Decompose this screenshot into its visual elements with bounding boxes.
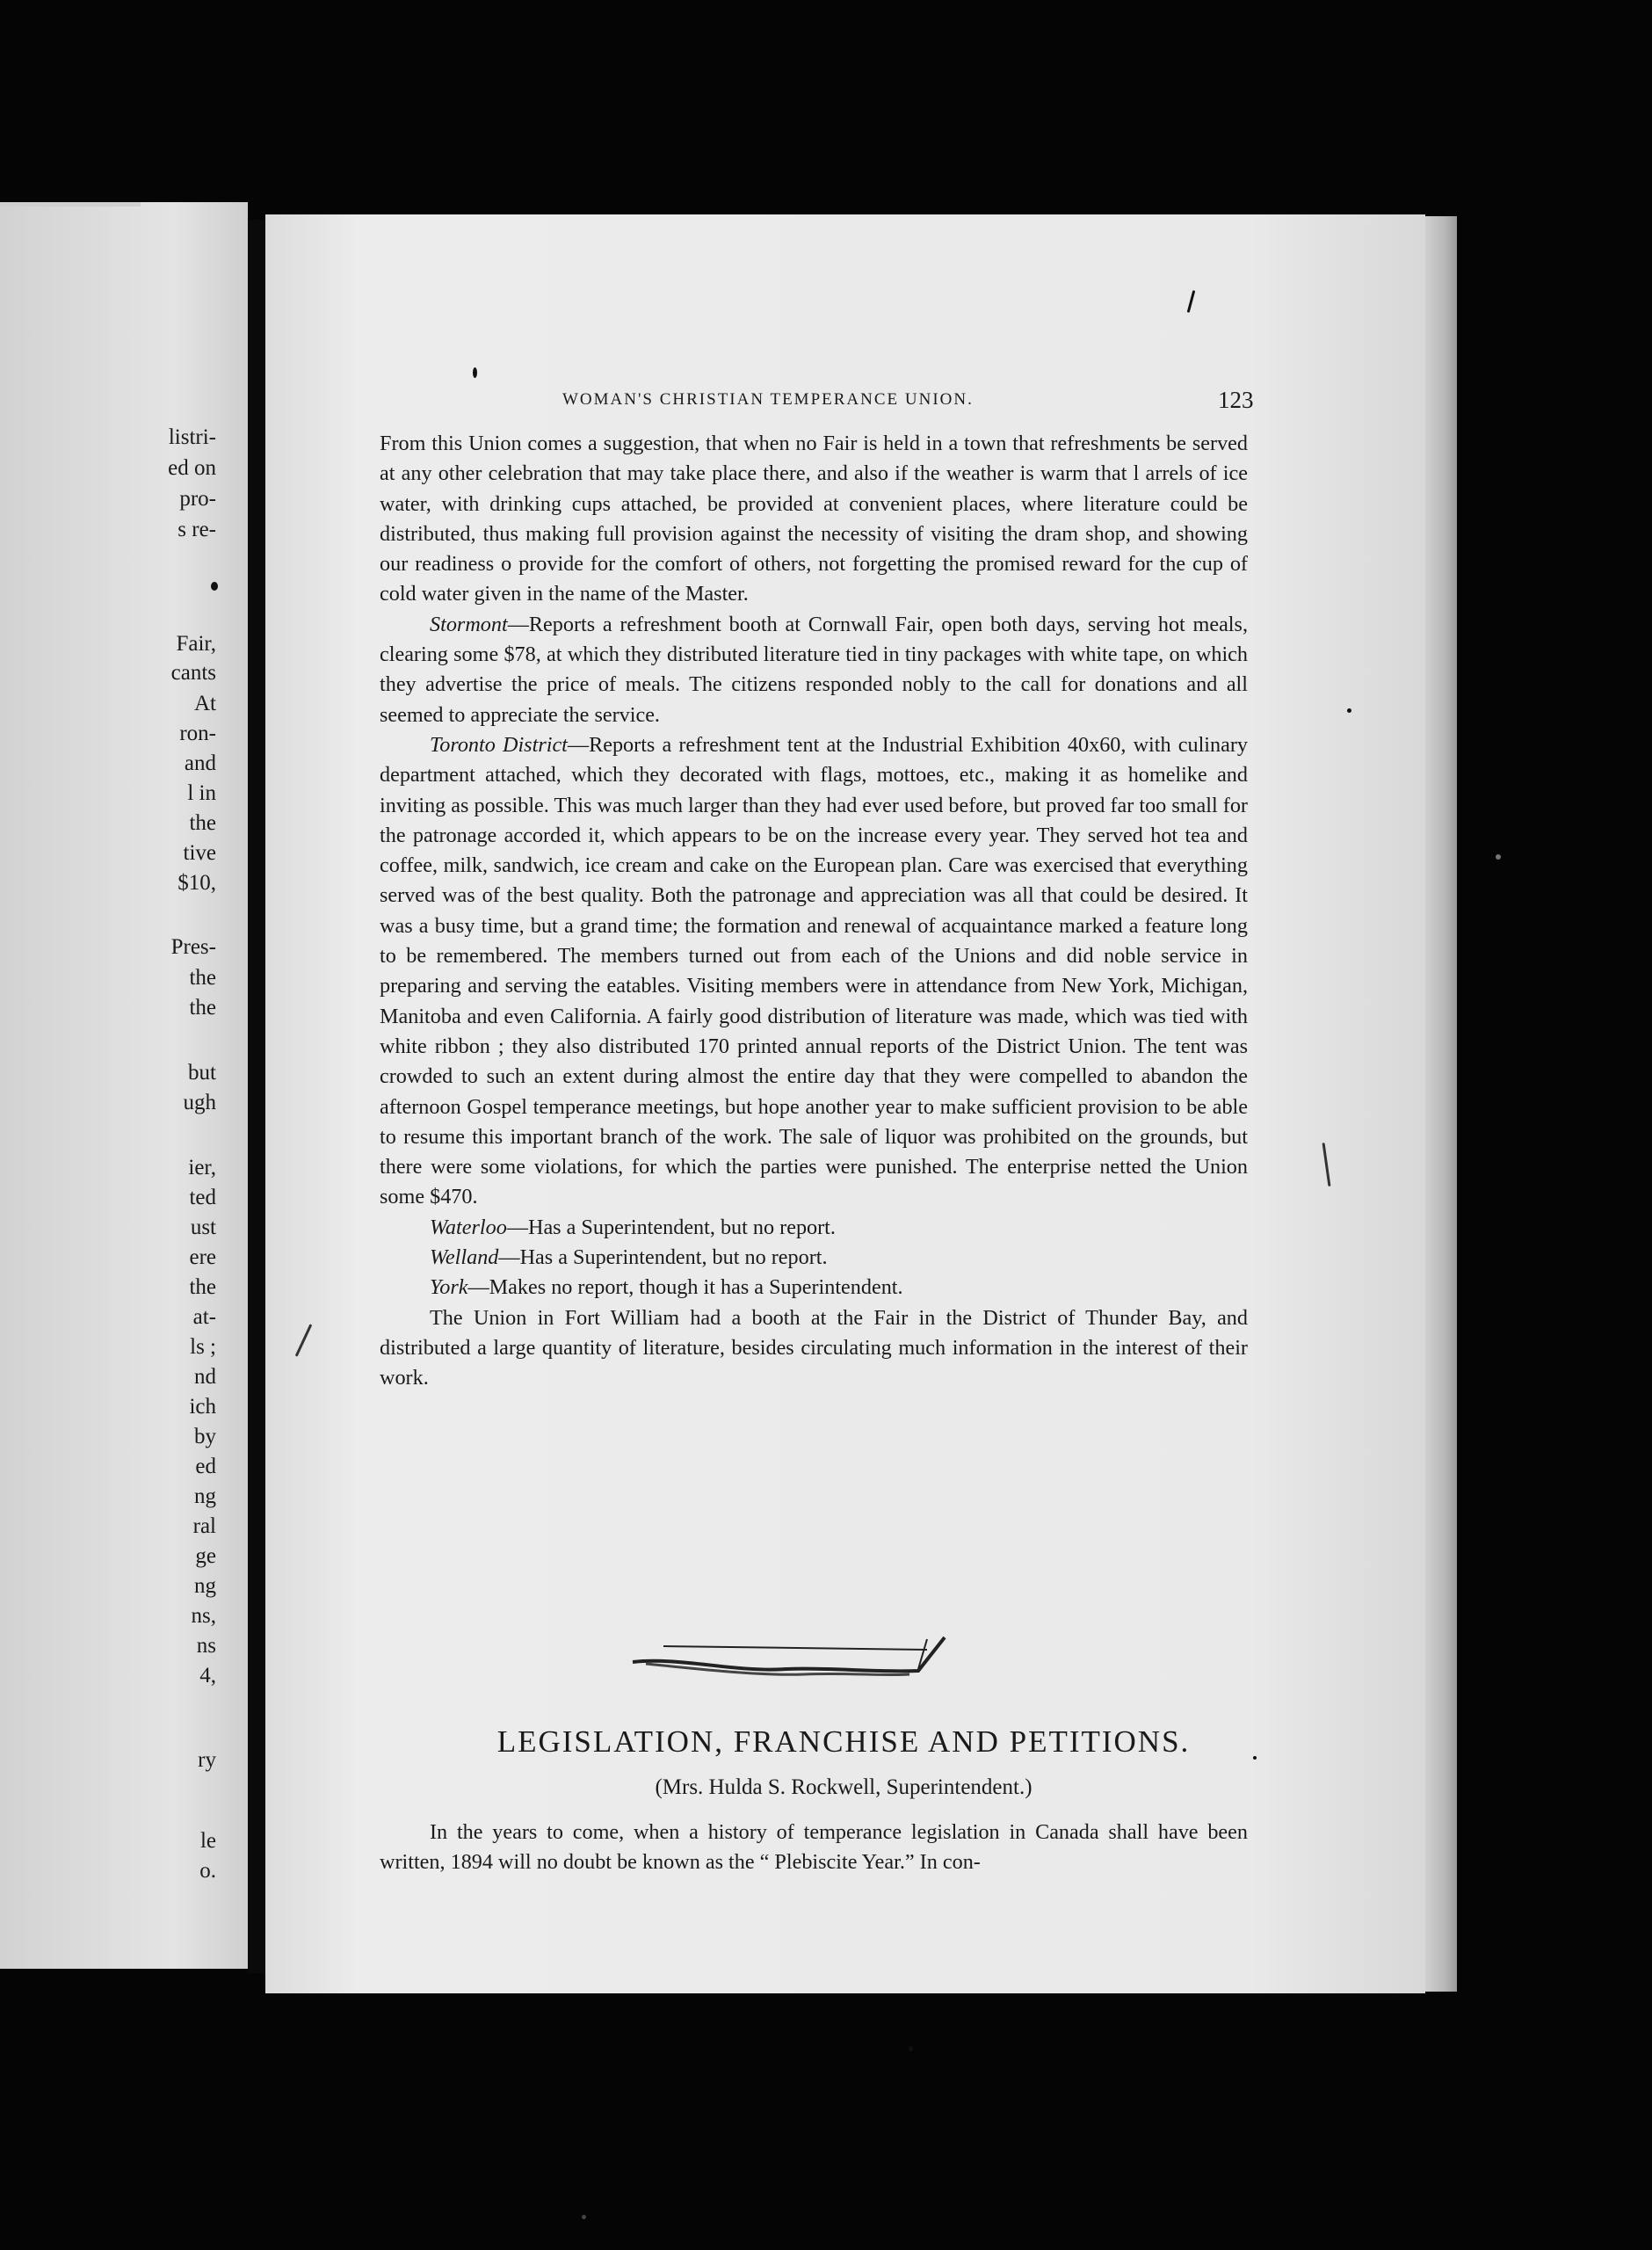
left-page-fragment: 4, — [199, 1664, 216, 1688]
left-page-fragment: o. — [199, 1859, 216, 1883]
paragraph-york — [380, 1273, 1248, 1303]
ink-speck — [909, 2046, 913, 2051]
paragraph-toronto — [380, 730, 1248, 1213]
left-page-fragment: ls ; — [190, 1335, 216, 1359]
section-byline: (Mrs. Hulda S. Rockwell, Superintendent.) — [655, 1775, 1032, 1799]
paragraph-welland — [380, 1243, 1248, 1273]
left-page-fragment: pro- — [179, 487, 216, 511]
left-facing-page — [0, 202, 248, 1969]
left-page-fragment: $10, — [178, 871, 216, 895]
paragraph-waterloo — [380, 1213, 1248, 1243]
left-page-fragment: le — [199, 1829, 216, 1853]
ink-speck — [473, 367, 477, 378]
left-page-fragment: ust — [190, 1216, 216, 1239]
body-text — [380, 429, 1248, 1394]
left-page-fragment: the — [189, 811, 216, 835]
left-page-fragment: the — [189, 996, 216, 1020]
paragraph-stormont — [380, 610, 1248, 730]
page-number: 123 — [1218, 387, 1254, 413]
union-name-waterloo: Waterloo — [430, 1215, 507, 1239]
york-report: —Makes no report, though it has a Superintendent. — [467, 1275, 903, 1300]
left-page-fragment: ng — [194, 1484, 216, 1508]
left-page-fragment: ns, — [191, 1604, 216, 1628]
left-page-edge — [0, 202, 141, 207]
section-divider-ornament — [628, 1630, 962, 1683]
left-page-fragment: ng — [194, 1574, 216, 1598]
left-page-fragment: ry — [198, 1748, 216, 1772]
left-page-fragment: ugh — [183, 1091, 216, 1114]
left-page-fragment: ral — [192, 1514, 216, 1538]
ink-speck — [211, 582, 218, 591]
left-page-fragment: ich — [189, 1395, 216, 1419]
union-name-welland: Welland — [430, 1245, 499, 1270]
left-page-fragment: listri- — [168, 425, 216, 449]
paragraph-fort-william: The Union in Fort William had a booth at the Fair in the District of Thunder Bay, and distributed a large quantity of literature, besides circulating much information in the interest of their work. — [380, 1305, 1248, 1390]
left-page-fragment: l in — [187, 781, 216, 805]
left-page-fragment: the — [189, 966, 216, 990]
left-page-fragment: ron- — [179, 722, 216, 745]
ink-speck — [1347, 708, 1351, 713]
left-page-fragment: Fair, — [176, 632, 216, 656]
left-page-fragment: ier, — [188, 1156, 216, 1179]
union-name-toronto: Toronto District — [430, 732, 568, 757]
left-page-fragment: the — [189, 1275, 216, 1299]
left-page-fragment: ed on — [168, 456, 216, 480]
left-page-fragment: At — [194, 692, 216, 715]
stormont-report: —Reports a refreshment booth at Cornwall Fair, open both days, serving hot meals, clearing some $78, at which they distributed literature tied in tiny packages with white tape, on which they advertise the price of meals. The citizens responded nobly to the call for donations and all seemed to appreciate the service. — [380, 612, 1248, 727]
ink-speck — [582, 2215, 586, 2219]
paragraph-suggestion: From this Union comes a suggestion, that when no Fair is held in a town that refreshments be served at any other celebration that may take place there, and also if the weather is warm that l arrels of ice water, with drinking cups attached, be provided at convenient places, where literature could be distributed, thus making full provision against the necessity of visiting the dram shop, and showing our readiness o provide for the comfort of others, not forgetting the promised reward for the cup of cold water given in the name of the Master. — [380, 432, 1248, 606]
left-page-fragment: cants — [170, 661, 216, 685]
left-page-fragment: s re- — [178, 518, 216, 541]
left-page-fragment: but — [188, 1061, 216, 1085]
left-page-fragment: ge — [195, 1544, 216, 1568]
union-name-york: York — [430, 1275, 468, 1300]
left-page-fragment: at- — [192, 1305, 216, 1329]
waterloo-report: —Has a Superintendent, but no report. — [506, 1215, 836, 1239]
left-page-fragment: Pres- — [170, 935, 216, 959]
left-page-fragment: ted — [189, 1186, 216, 1209]
left-page-fragment: ere — [189, 1245, 216, 1269]
left-page-fragment: by — [194, 1425, 216, 1448]
running-header: WOMAN'S CHRISTIAN TEMPERANCE UNION. — [562, 390, 974, 409]
section-heading: LEGISLATION, FRANCHISE AND PETITIONS. — [496, 1724, 1191, 1759]
book-gutter — [248, 220, 265, 1973]
welland-report: —Has a Superintendent, but no report. — [498, 1245, 828, 1270]
left-page-fragment: nd — [194, 1365, 216, 1389]
left-page-fragment: ns — [196, 1634, 216, 1658]
toronto-report: —Reports a refreshment tent at the Industrial Exhibition 40x60, with culinary department attached, which they decorated with flags, mottoes, etc., making it as homelike and inviting as possible. This was much larger than they had ever used before, but proved far too small for the patronage accorded it, which appears to be on the increase every year. They served hot tea and coffee, milk, sandwich, ice cream and cake on the European plan. Care was exercised that everything served was of the best quality. Both the patronage and appreciation was all that could be desired. It was a busy time, but a grand time; the formation and renewal of acquaintance marked a feature long to be remembered. The members turned out from each of the Unions and did noble service in preparing and serving the eatables. Visiting members were in attendance from New York, Michigan, Manitoba and even California. A fairly good distribution of literature was made, which was tied with white ribbon ; they also distributed 170 printed annual reports of the District Union. The tent was crowded to such an extent during almost the entire day that they were compelled to abandon the afternoon Gospel temperance meetings, but hope another year to make sufficient provision to be able to resume this important branch of the work. The sale of liquor was prohibited on the grounds, but there were some violations, for which the parties were punished. The enterprise netted the Union some $470. — [380, 732, 1248, 1209]
page-stack-edge — [1425, 216, 1457, 1992]
union-name-stormont: Stormont — [430, 612, 508, 636]
left-page-fragment: tive — [183, 841, 216, 865]
section-body: In the years to come, when a history of temperance legislation in Canada shall have been written, 1894 will no doubt be known as the “ Plebiscite Year.” In con- — [380, 1820, 1248, 1875]
left-page-fragment: ed — [195, 1455, 216, 1478]
ink-speck — [1253, 1756, 1257, 1760]
ink-speck — [1496, 854, 1501, 860]
left-page-fragment: and — [184, 751, 216, 775]
